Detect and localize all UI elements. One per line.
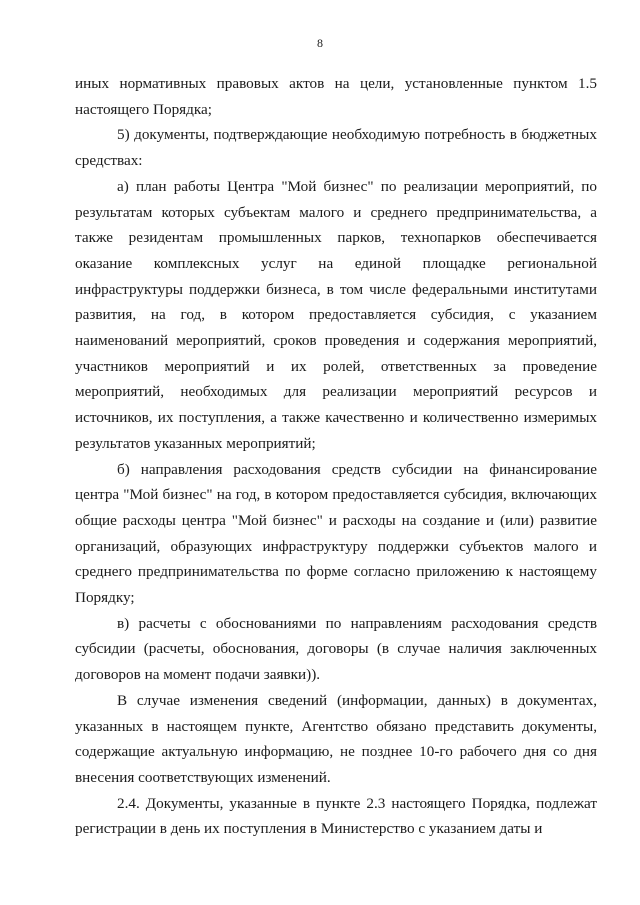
paragraph xyxy=(75,791,597,842)
text-line: иных нормативных правовых актов на цели, установленные пунктом 1.5 xyxy=(75,75,597,92)
text-line: мероприятий, необходимых для реализации мероприятий ресурсов и xyxy=(75,383,597,401)
paragraph xyxy=(75,457,597,611)
text-line: развития, на год, в котором предоставляется субсидия, с указанием xyxy=(75,306,597,324)
text-line: указанных в настоящем пункте, Агентство обязано представить документы, xyxy=(75,717,597,735)
paragraph xyxy=(75,688,597,791)
text-line: средствах: xyxy=(75,152,143,170)
paragraph xyxy=(75,174,597,457)
text-line: Порядку; xyxy=(75,589,135,607)
text-line: организаций, образующих инфраструктуру поддержки субъектов малого и xyxy=(75,537,597,555)
text-line: также резидентам промышленных парков, технопарков обеспечивается xyxy=(75,229,597,247)
paragraph xyxy=(75,611,597,688)
text-line: 2.4. Документы, указанные в пункте 2.3 настоящего Порядка, подлежат xyxy=(117,794,597,812)
paragraph xyxy=(75,71,597,122)
text-line: 5) документы, подтверждающие необходимую потребность в бюджетных xyxy=(117,126,597,144)
text-line: результатам которых субъектам малого и среднего предпринимательства, а xyxy=(75,203,597,221)
text-line: общие расходы центра "Мой бизнес" и расходы на создание и (или) развитие xyxy=(75,511,597,529)
text-line: участников мероприятий и их ролей, ответственных за проведение xyxy=(75,357,597,375)
text-line: инфраструктуры поддержки бизнеса, в том числе федеральными институтами xyxy=(75,280,597,298)
text-line: а) план работы Центра "Мой бизнес" по реализации мероприятий, по xyxy=(117,177,597,195)
text-line: центра "Мой бизнес" на год, в котором предоставляется субсидия, включающих xyxy=(75,486,597,504)
text-line: результатов указанных мероприятий; xyxy=(75,434,316,452)
text-line: В случае изменения сведений (информации, данных) в документах, xyxy=(117,691,597,709)
text-line: содержащие актуальную информацию, не позднее 10-го рабочего дня со дня xyxy=(75,743,597,761)
text-line: в) расчеты с обоснованиями по направлениям расходования средств xyxy=(117,614,597,632)
text-line: оказание комплексных услуг на единой площадке региональной xyxy=(75,254,597,272)
page-number: 8 xyxy=(317,36,323,50)
text-line: субсидии (расчеты, обоснования, договоры (в случае наличия заключенных xyxy=(75,640,597,658)
text-line: наименований мероприятий, сроков проведения и содержания мероприятий, xyxy=(75,332,597,350)
text-line: б) направления расходования средств субсидии на финансирование xyxy=(117,460,597,478)
text-line: среднего предпринимательства по форме согласно приложению к настоящему xyxy=(75,563,597,581)
paragraph xyxy=(75,122,597,173)
text-line: настоящего Порядка; xyxy=(75,100,212,118)
text-line: источников, их поступления, а также качественно и количественно измеримых xyxy=(75,409,597,427)
text-line: внесения соответствующих изменений. xyxy=(75,768,331,786)
text-line: договоров на момент подачи заявки)). xyxy=(75,666,321,684)
text-line: регистрации в день их поступления в Министерство с указанием даты и xyxy=(75,820,543,838)
document-body xyxy=(75,71,597,842)
